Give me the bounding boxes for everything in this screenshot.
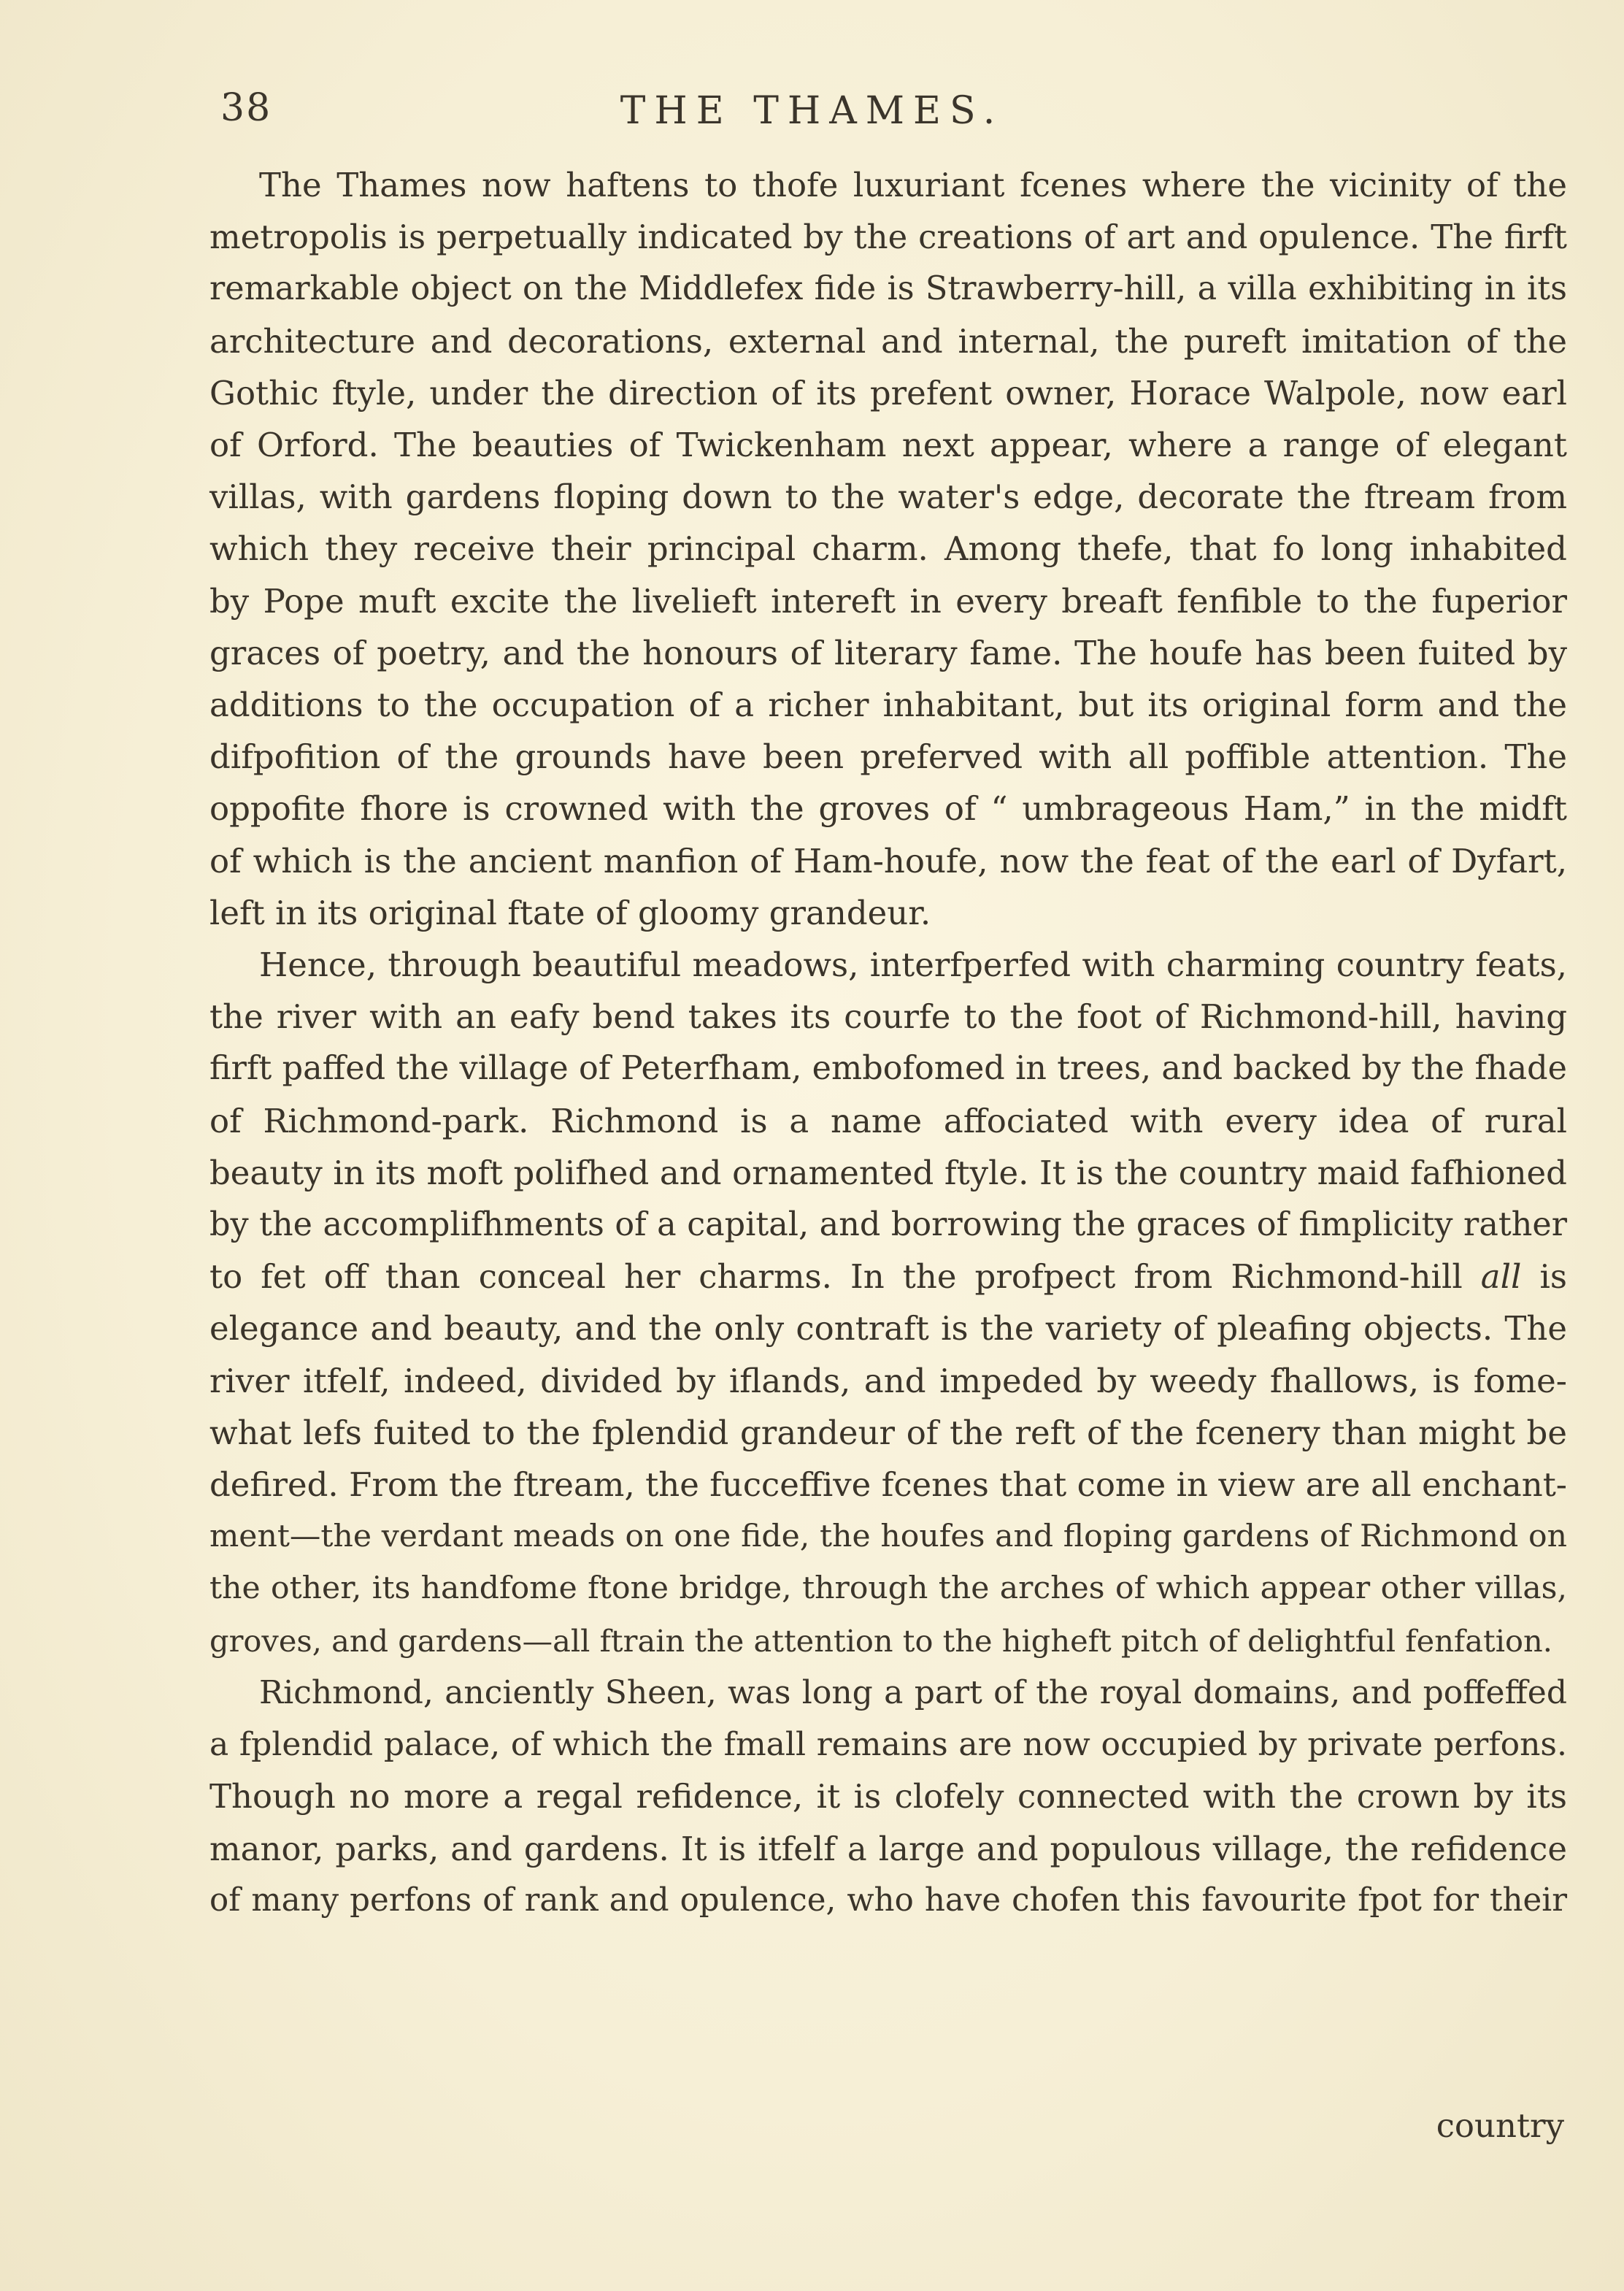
text-line: metropolis is perpetually indicated by the creations of art and opulence. The firft <box>209 218 1567 257</box>
running-title: THE THAMES. <box>620 89 1004 133</box>
text-line: graces of poetry, and the honours of literary fame. The houfe has been fuited by <box>209 633 1567 672</box>
text-line: of Richmond-park. Richmond is a name affociated with every idea of rural <box>209 1101 1567 1140</box>
text-segment: to fet off than conceal her charms. In the profpect from Richmond-hill <box>209 1257 1463 1297</box>
text-line: Richmond, anciently Sheen, was long a part of the royal domains, and poffeffed <box>259 1673 1567 1711</box>
text-line: of Orford. The beauties of Twickenham next appear, where a range of elegant <box>209 426 1567 465</box>
text-line: difpofition of the grounds have been preferved with all poffible attention. The <box>209 737 1567 777</box>
text-line: additions to the occupation of a richer inhabitant, but its original form and the <box>209 686 1567 725</box>
text-line: oppofite fhore is crowned with the groves of “ umbrageous Ham,” in the midft <box>209 789 1567 829</box>
text-line: Hence, through beautiful meadows, interfperfed with charming country feats, <box>259 945 1567 985</box>
text-line: villas, with gardens floping down to the water's edge, decorate the ftream from <box>209 477 1567 517</box>
text-segment: is <box>1539 1257 1567 1297</box>
text-line: by the accomplifhments of a capital, and borrowing the graces of fimplicity rather <box>209 1206 1567 1244</box>
italic-word: all <box>1480 1257 1522 1297</box>
page-header <box>0 86 1624 145</box>
text-line: the other, its handfome ftone bridge, through the arches of which appear other villas, <box>209 1570 1567 1607</box>
text-line-mixed <box>209 1251 1567 1302</box>
text-line: river itfelf, indeed, divided by iflands, and impeded by weedy fhallows, is fome- <box>209 1361 1567 1400</box>
text-line: firft paffed the village of Peterfham, embofomed in trees, and backed by the fhade <box>209 1050 1567 1088</box>
text-line: the river with an eafy bend takes its courfe to the foot of Richmond-hill, having <box>209 997 1567 1037</box>
text-line: The Thames now haftens to thofe luxuriant fcenes where the vicinity of the <box>259 166 1567 204</box>
text-line: elegance and beauty, and the only contraft is the variety of pleafing objects. The <box>209 1309 1567 1348</box>
text-line: Though no more a regal refidence, it is clofely connected with the crown by its <box>209 1777 1567 1816</box>
text-line: beauty in its moft polifhed and ornamented ftyle. It is the country maid fafhioned <box>209 1153 1567 1192</box>
page-number: 38 <box>220 86 272 130</box>
body-text <box>209 159 1567 1927</box>
text-line: of which is the ancient manfion of Ham-houfe, now the feat of the earl of Dyfart, <box>209 841 1567 880</box>
text-line: manor, parks, and gardens. It is itfelf a large and populous village, the refidence <box>209 1829 1567 1868</box>
text-line: of many perfons of rank and opulence, who have chofen this favourite fpot for their <box>209 1881 1567 1919</box>
text-line: which they receive their principal charm. Among thefe, that fo long inhabited <box>209 529 1567 569</box>
text-line: what lefs fuited to the fplendid grandeur of the reft of the fcenery than might be <box>209 1413 1567 1452</box>
text-line: left in its original ftate of gloomy grandeur. <box>209 893 931 932</box>
text-line: a fplendid palace, of which the fmall remains are now occupied by private perfons. <box>209 1726 1567 1764</box>
text-line: ment—the verdant meads on one fide, the houfes and floping gardens of Richmond on <box>209 1519 1567 1555</box>
text-line: Gothic ftyle, under the direction of its prefent owner, Horace Walpole, now earl <box>209 373 1567 412</box>
text-line: remarkable object on the Middlefex fide is Strawberry-hill, a villa exhibiting in its <box>209 270 1567 308</box>
text-line: by Pope muft excite the livelieft intereft in every breaft fenfible to the fuperior <box>209 581 1567 621</box>
text-line: defired. From the ftream, the fucceffive fcenes that come in view are all enchant- <box>209 1465 1567 1505</box>
text-line: groves, and gardens—all ftrain the attention to the higheft pitch of delightful fenfation. <box>209 1622 1552 1659</box>
text-line: architecture and decorations, external and internal, the pureft imitation of the <box>209 321 1567 361</box>
catchword: country <box>1436 2106 1564 2145</box>
